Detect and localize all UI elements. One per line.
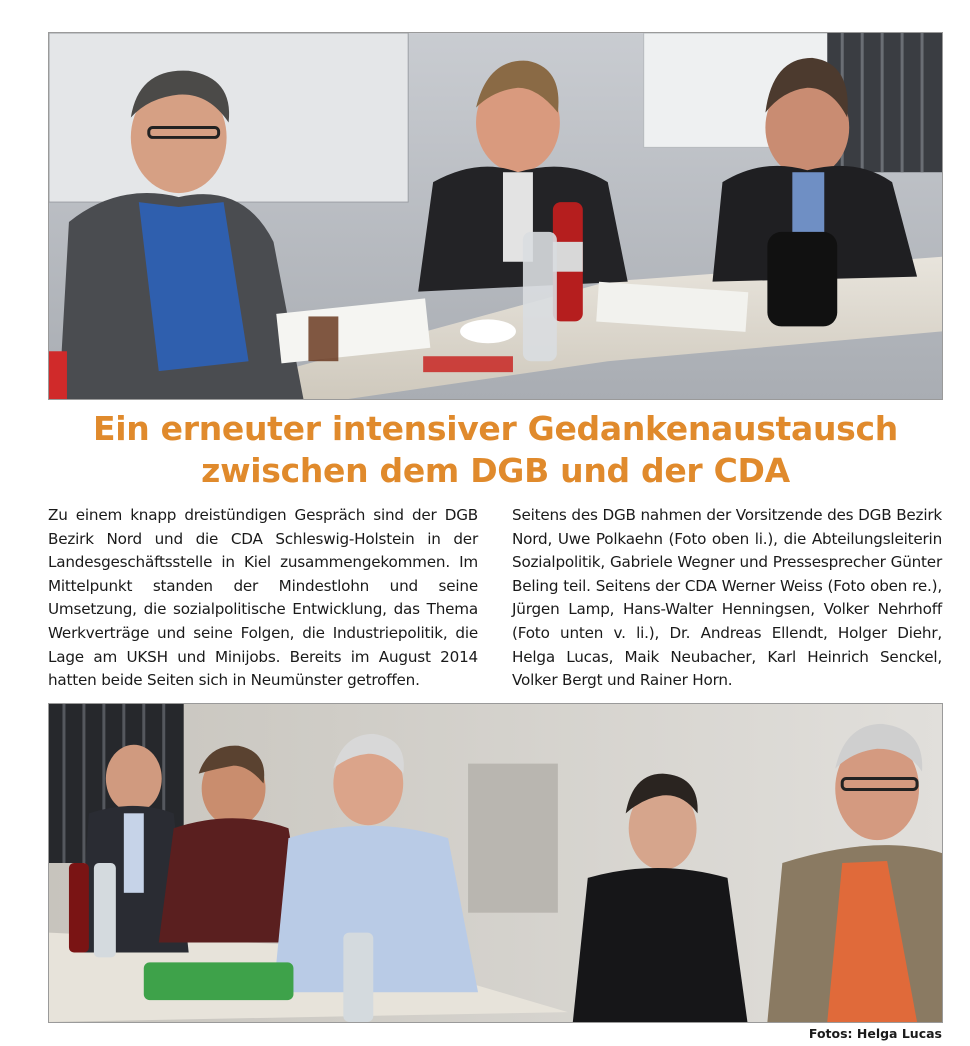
bottom-photo-illustration (49, 704, 942, 1022)
bottom-meeting-photo (48, 703, 943, 1023)
headline-line-1: Ein erneuter intensiver Gedankenaustausch (93, 409, 898, 448)
headline-line-2: zwischen dem DGB und der CDA (201, 451, 790, 490)
top-meeting-photo (48, 32, 943, 400)
article-headline (48, 408, 943, 492)
body-column-right: Seitens des DGB nahmen der Vorsitzende des DGB Bezirk Nord, Uwe Polkaehn (Foto oben li.), die Abteilungsleiterin Sozialpolitik, Gabriele Wegner und Pressesprecher Günter Beling teil. Seitens der CDA Werner Weiss (Foto oben re.), Jürgen Lamp, Hans-Walter Henningsen, Volker Nehrhoff (Foto unten v. li.), Dr. Andreas Ellendt, Holger Diehr, Helga Lucas, Maik Neubacher, Karl Heinrich Senckel, Volker Bergt und Rainer Horn. (512, 506, 942, 690)
body-column-left: Zu einem knapp dreistündigen Gespräch sind der DGB Bezirk Nord und die CDA Schleswig-Holstein in der Landesgeschäftsstelle in Kiel zusammengekommen. Im Mittelpunkt standen der Mindestlohn und seine Umsetzung, die sozialpolitische Entwicklung, das Thema Werkverträge und seine Folgen, die Industriepolitik, die Lage am UKSH und Minijobs. Bereits im August 2014 hatten beide Seiten sich in Neumünster getroffen. (48, 506, 478, 690)
top-photo-illustration (49, 33, 942, 399)
photo-credit: Fotos: Helga Lucas (808, 1026, 942, 1041)
